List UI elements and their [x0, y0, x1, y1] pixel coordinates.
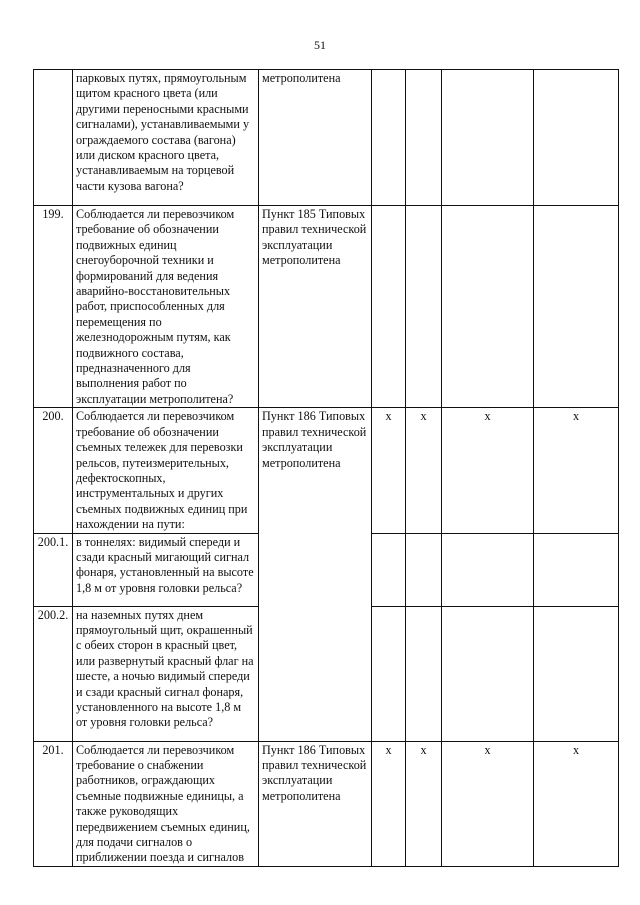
table-row	[34, 206, 619, 408]
answer-na-cell	[442, 606, 534, 741]
answer-na-cell	[442, 70, 534, 206]
answer-na-cell	[442, 533, 534, 606]
question-cell: Соблюдается ли перевозчиком требование о снабжении работников, ограждающих съемные подвижные единицы, а также руководящих передвижением съемных единиц, для подачи сигналов о приближении поезда и сигналов	[73, 741, 259, 866]
row-number: 200.	[34, 408, 73, 533]
answer-yes-cell: х	[372, 408, 406, 533]
note-cell	[534, 70, 619, 206]
row-number	[34, 70, 73, 206]
table-row	[34, 408, 619, 533]
answer-yes-cell	[372, 533, 406, 606]
question-cell: парковых путях, прямоугольным щитом красного цвета (или другими переносными красными сигналами), устанавливаемыми у ограждаемого состава (вагона) или диском красного цвета, устанавливаемым на торцевой части кузова вагона?	[73, 70, 259, 206]
answer-yes-cell: х	[372, 741, 406, 866]
answer-no-cell	[406, 606, 442, 741]
answer-na-cell: х	[442, 408, 534, 533]
answer-no-cell: х	[406, 408, 442, 533]
page-number: 51	[314, 38, 326, 52]
note-cell	[534, 533, 619, 606]
reference-cell: метрополитена	[259, 70, 372, 206]
reference-cell: Пункт 185 Типовых правил технической эксплуатации метрополитена	[259, 206, 372, 408]
row-number: 199.	[34, 206, 73, 408]
question-cell: Соблюдается ли перевозчиком требование об обозначении подвижных единиц снегоуборочной техники и формирований для ведения аварийно-восстановительных работ, приспособленных для перемещения по железнодорожным путям, как подвижного состава, предназначенного для выполнения работ по эксплуатации метрополитена?	[73, 206, 259, 408]
row-number: 200.1.	[34, 533, 73, 606]
note-cell: х	[534, 741, 619, 866]
table-row	[34, 70, 619, 206]
question-cell: в тоннелях: видимый спереди и сзади красный мигающий сигнал фонаря, установленный на высоте 1,8 м от уровня головки рельса?	[73, 533, 259, 606]
answer-no-cell	[406, 70, 442, 206]
note-cell: х	[534, 408, 619, 533]
answer-no-cell	[406, 206, 442, 408]
note-cell	[534, 206, 619, 408]
answer-no-cell: х	[406, 741, 442, 866]
question-cell: Соблюдается ли перевозчиком требование об обозначении съемных тележек для перевозки рельсов, путеизмерительных, дефектоскопных, инструментальных и других съемных подвижных единиц при нахождении на пути:	[73, 408, 259, 533]
row-number: 200.2.	[34, 606, 73, 741]
reference-cell: Пункт 186 Типовых правил технической эксплуатации метрополитена	[259, 741, 372, 866]
answer-no-cell	[406, 533, 442, 606]
note-cell	[534, 606, 619, 741]
answer-na-cell	[442, 206, 534, 408]
answer-na-cell: х	[442, 741, 534, 866]
answer-yes-cell	[372, 606, 406, 741]
answer-yes-cell	[372, 70, 406, 206]
checklist-table	[33, 69, 619, 867]
answer-yes-cell	[372, 206, 406, 408]
table-row	[34, 741, 619, 866]
reference-cell: Пункт 186 Типовых правил технической эксплуатации метрополитена	[259, 408, 372, 741]
question-cell: на наземных путях днем прямоугольный щит, окрашенный с обеих сторон в красный цвет, или развернутый красный флаг на шесте, а ночью видимый спереди и сзади красный сигнал фонаря, установленного на высоте 1,8 м от уровня головки рельса?	[73, 606, 259, 741]
row-number: 201.	[34, 741, 73, 866]
